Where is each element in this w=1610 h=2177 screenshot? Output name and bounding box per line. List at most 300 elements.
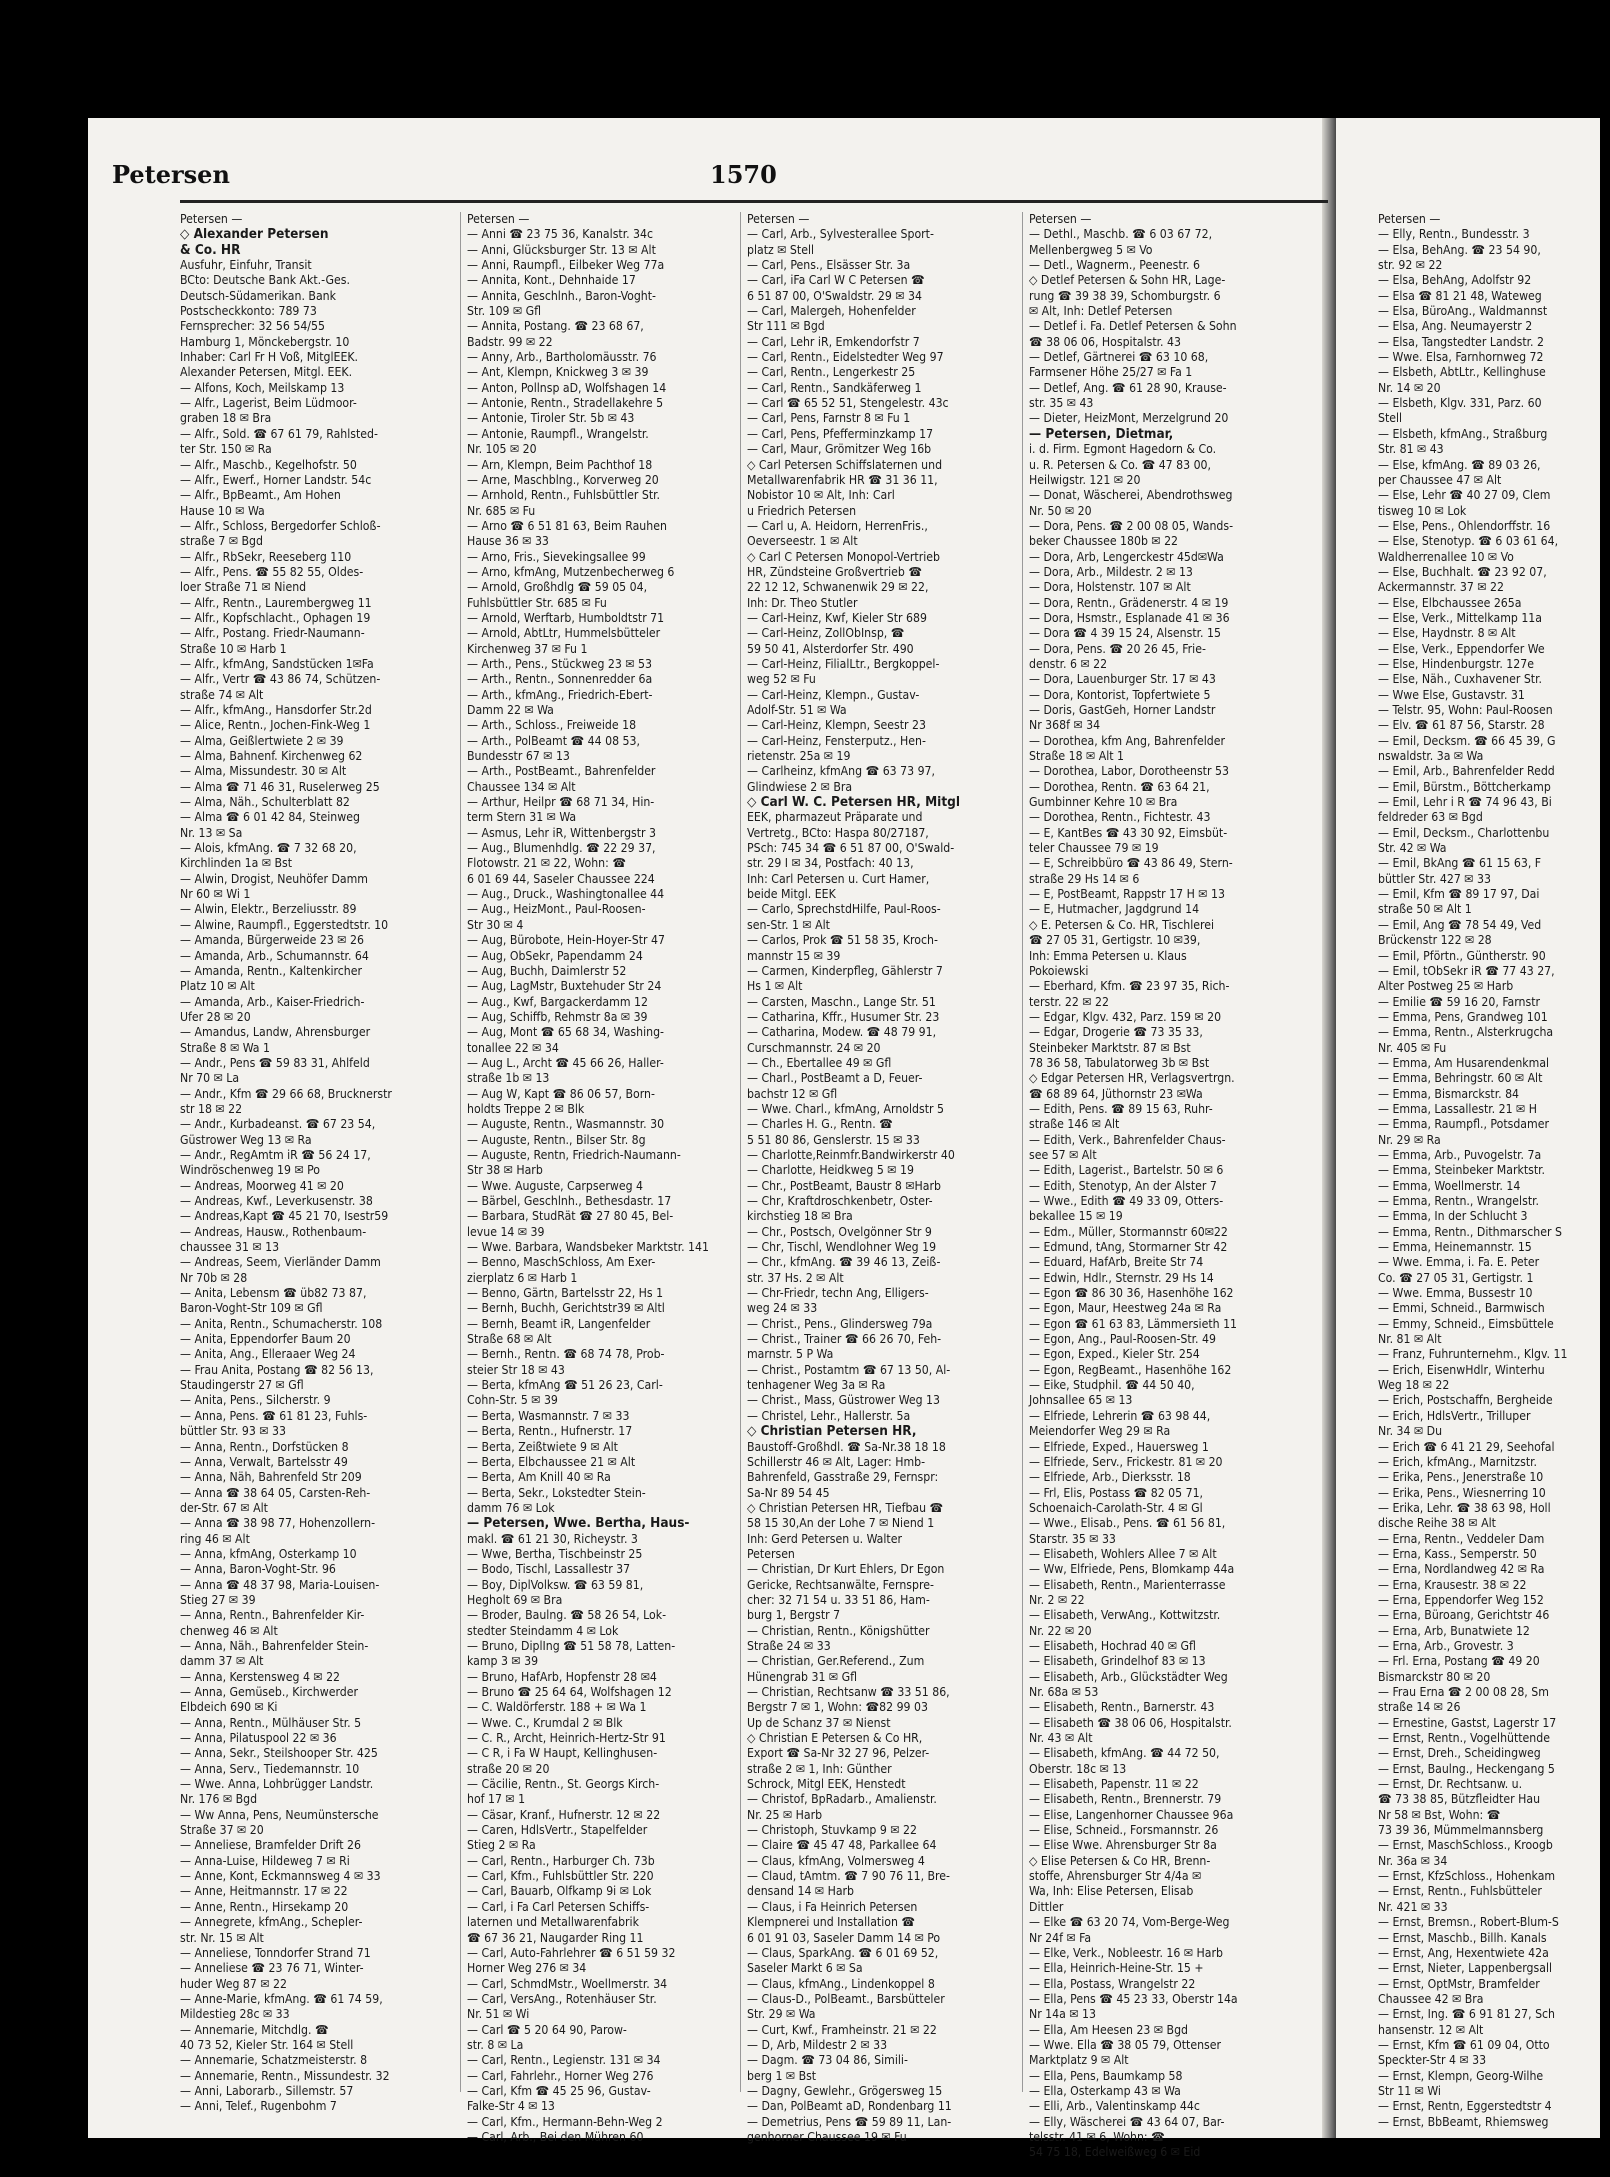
directory-entry: Inh: Gerd Petersen u. Walter (747, 1531, 902, 1546)
directory-entry: str. Nr. 15 ✉ Alt (180, 1930, 264, 1945)
directory-entry: feldreder 63 ✉ Bgd (1378, 810, 1483, 825)
directory-entry: steier Str 18 ✉ 43 (467, 1362, 565, 1377)
directory-entry: — Anne-Marie, kfmAng. ☎ 61 74 59, (180, 1991, 383, 2006)
directory-entry: — Carl, Rentn., Harburger Ch. 73b (467, 1853, 655, 1868)
directory-entry: — Asmus, Lehr iR, Wittenbergstr 3 (467, 825, 657, 840)
directory-entry: — Edwin, Hdlr., Sternstr. 29 Hs 14 (1029, 1270, 1214, 1285)
directory-entry: — Elisabeth, kfmAng. ☎ 44 72 50, (1029, 1746, 1220, 1761)
directory-entry: Bundesstr 67 ✉ 13 (467, 749, 570, 764)
directory-entry: — Emil, Bürstm., Böttcherkamp (1378, 779, 1551, 794)
directory-entry: — Antonie, Raumpfl., Wrangelstr. (467, 426, 649, 441)
directory-entry: — Erika, Lehr. ☎ 38 63 98, Holl (1378, 1500, 1551, 1515)
directory-entry: — Amanda, Arb., Kaiser-Friedrich- (180, 994, 365, 1009)
directory-entry: — Carl, Rentn., Sandkäferweg 1 (747, 380, 922, 395)
directory-entry: 54 75 18, Edelweißweg 6 ✉ Eid (1029, 2145, 1201, 2160)
directory-entry: — Ernst, OptMstr, Bramfelder (1378, 1976, 1540, 1991)
directory-entry: — Andr., Kurbadeanst. ☎ 67 23 54, (180, 1117, 376, 1132)
directory-entry: Alter Postweg 25 ✉ Harb (1378, 979, 1514, 994)
directory-entry: Nr. 81 ✉ Alt (1378, 1332, 1442, 1347)
directory-entry: Güstrower Weg 13 ✉ Ra (180, 1132, 312, 1147)
directory-entry: Nr 60 ✉ Wi 1 (180, 887, 251, 902)
directory-entry: — Alfr., Schloss, Bergedorfer Schloß- (180, 518, 381, 533)
directory-entry: — Chr, Tischl, Wendlohner Weg 19 (747, 1240, 937, 1255)
directory-entry: — Edith, Verk., Bahrenfelder Chaus- (1029, 1132, 1226, 1147)
directory-entry: — Claud, tAmtm. ☎ 7 90 76 11, Bre- (747, 1869, 950, 1884)
directory-entry: Johnsallee 65 ✉ 13 (1029, 1393, 1133, 1408)
directory-entry: — Bernh, Buchh, Gerichtstr39 ✉ Altl (467, 1301, 665, 1316)
directory-entry: — Elisabeth, VerwAng., Kottwitzstr. (1029, 1608, 1221, 1623)
directory-entry: nswaldstr. 3a ✉ Wa (1378, 749, 1484, 764)
directory-entry: — Edmund, tAng, Stormarner Str 42 (1029, 1240, 1228, 1255)
directory-entry: per Chaussee 47 ✉ Alt (1378, 472, 1502, 487)
directory-entry: Badstr. 99 ✉ 22 (467, 334, 553, 349)
directory-entry: Speckter-Str 4 ✉ 33 (1378, 2053, 1487, 2068)
directory-entry: — Emil, Lehr i R ☎ 74 96 43, Bi (1378, 795, 1552, 810)
directory-entry: der-Str. 67 ✉ Alt (180, 1500, 268, 1515)
directory-entry: — Arno, Fris., Sievekingsallee 99 (467, 549, 646, 564)
directory-entry: — Amandus, Landw, Ahrensburger (180, 1025, 371, 1040)
directory-entry: — Anneliese ☎ 23 76 71, Winter- (180, 1961, 364, 1976)
directory-entry: — Emil, Ang ☎ 78 54 49, Ved (1378, 917, 1542, 932)
directory-entry: — Christ., Trainer ☎ 66 26 70, Feh- (747, 1332, 942, 1347)
directory-entry: — Carsten, Maschn., Lange Str. 51 (747, 994, 936, 1009)
directory-entry: ◇ Christian Petersen HR, Tiefbau ☎ (747, 1500, 944, 1515)
directory-entry: — Arth., Pens., Stückweg 23 ✉ 53 (467, 656, 652, 671)
directory-entry: — Carl-Heinz, Klempn., Gustav- (747, 687, 920, 702)
directory-entry: — Elsa, BehAng, Adolfstr 92 (1378, 273, 1532, 288)
directory-entry: — Dora, Holstenstr. 107 ✉ Alt (1029, 580, 1191, 595)
directory-entry: — E, Hutmacher, Jagdgrund 14 (1029, 902, 1200, 917)
directory-entry: — Elly, Rentn., Bundesstr. 3 (1378, 227, 1530, 242)
directory-entry: — Arnold, Werftarb, Humboldtstr 71 (467, 610, 665, 625)
directory-entry: Nr. 685 ✉ Fu (467, 503, 536, 518)
directory-entry: — Aug., Kwf, Bargackerdamm 12 (467, 994, 648, 1009)
directory-entry: hof 17 ✉ 1 (467, 1792, 526, 1807)
directory-entry: Marktplatz 9 ✉ Alt (1029, 2053, 1129, 2068)
directory-entry: str. 92 ✉ 22 (1378, 258, 1443, 273)
directory-entry: — Alfr., Rentn., Laurembergweg 11 (180, 595, 372, 610)
directory-entry: — Carl-Heinz, ZollObInsp, ☎ (747, 626, 905, 641)
directory-entry: tisweg 10 ✉ Lok (1378, 503, 1467, 518)
directory-entry: — Dethl., Maschb. ☎ 6 03 67 72, (1029, 227, 1213, 242)
directory-entry: — Emil, BkAng ☎ 61 15 63, F (1378, 856, 1542, 871)
directory-entry: — Ernst, Maschb., Billh. Kanals (1378, 1930, 1547, 1945)
directory-entry: — Carl, Kfm ☎ 45 25 96, Gustav- (467, 2083, 651, 2098)
directory-entry: — Emilie ☎ 59 16 20, Farnstr (1378, 994, 1541, 1009)
directory-entry: Schillerstr 46 ✉ Alt, Lager: Hmb- (747, 1454, 926, 1469)
directory-entry: Nr. 421 ✉ 33 (1378, 1899, 1448, 1914)
directory-entry: — Elisabeth, Wohlers Allee 7 ✉ Alt (1029, 1546, 1217, 1561)
directory-entry: — Arnold, AbtLtr, Hummelsbütteler (467, 626, 661, 641)
directory-entry: Fuhlsbüttler Str. 685 ✉ Fu (467, 595, 607, 610)
directory-entry: — Detlef i. Fa. Detlef Petersen & Sohn (1029, 319, 1237, 334)
directory-entry: — Arth., PolBeamt ☎ 44 08 53, (467, 733, 640, 748)
directory-entry: Hegholt 69 ✉ Bra (467, 1592, 563, 1607)
directory-entry: Inh: Dr. Theo Stutler (747, 595, 858, 610)
directory-entry: — Ernst, Ang, Hexentwiete 42a (1378, 1945, 1549, 1960)
directory-entry: Nr. 43 ✉ Alt (1029, 1731, 1093, 1746)
directory-entry: — Carl-Heinz, FilialLtr., Bergkoppel- (747, 656, 940, 671)
directory-entry: — Anton, Pollnsp aD, Wolfshagen 14 (467, 380, 667, 395)
directory-entry: — Anna, Gemüseb., Kirchwerder (180, 1685, 358, 1699)
directory-entry: HR, Zündsteine Großvertrieb ☎ (747, 564, 922, 579)
directory-entry: Baustoff-Großhdl. ☎ Sa-Nr.38 18 18 (747, 1439, 946, 1454)
directory-entry: Hause 10 ✉ Wa (180, 503, 265, 518)
directory-entry: — Dora, Arb, Lengerckestr 45d✉Wa (1029, 549, 1224, 564)
directory-entry: bachstr 12 ✉ Gfl (747, 1086, 838, 1101)
directory-entry: Nr. 50 ✉ 20 (1029, 503, 1092, 518)
directory-entry: — Alois, kfmAng. ☎ 7 32 68 20, (180, 841, 357, 856)
directory-entry: ◇ E. Petersen & Co. HR, Tischlerei (1029, 917, 1215, 932)
directory-entry: dische Reihe 38 ✉ Alt (1378, 1516, 1496, 1531)
directory-entry: — Arne, Maschblng., Korverweg 20 (467, 472, 659, 487)
directory-entry: Deutsch-Südamerikan. Bank (180, 288, 336, 303)
directory-entry: — Elke ☎ 63 20 74, Vom-Berge-Weg (1029, 1915, 1230, 1930)
directory-entry: ☎ 67 36 21, Naugarder Ring 11 (467, 1930, 644, 1945)
directory-entry: — Andreas, Moorweg 41 ✉ 20 (180, 1178, 344, 1193)
directory-entry: Bergstr 7 ✉ 1, Wohn: ☎82 99 03 (747, 1700, 928, 1715)
directory-entry: BCto: Deutsche Bank Akt.-Ges. (180, 273, 351, 288)
directory-entry: — Eduard, HafArb, Breite Str 74 (1029, 1255, 1204, 1270)
directory-entry: Starstr. 35 ✉ 33 (1029, 1531, 1116, 1546)
directory-entry: — Christof, BpRadarb., Amalienstr. (747, 1792, 937, 1807)
directory-entry: — Anita, Rentn., Schumacherstr. 108 (180, 1316, 383, 1331)
directory-entry: Ausfuhr, Einfuhr, Transit (180, 258, 312, 273)
directory-entry: — Annegrete, kfmAng., Schepler- (180, 1915, 363, 1930)
directory-entry: — Annita, Kont., Dehnhaide 17 (467, 273, 636, 288)
directory-entry: straße 74 ✉ Alt (180, 687, 264, 702)
directory-entry: u. R. Petersen & Co. ☎ 47 83 00, (1029, 457, 1212, 472)
directory-entry: — Auguste, Rentn., Wasmannstr. 30 (467, 1117, 665, 1132)
directory-entry: — Detlef, Ang. ☎ 61 28 90, Krause- (1029, 380, 1227, 395)
page-header (112, 160, 1328, 200)
directory-entry: 58 15 30,An der Lohe 7 ✉ Niend 1 (747, 1516, 935, 1531)
directory-entry: Nr. 176 ✉ Bgd (180, 1792, 258, 1807)
directory-entry: — Carl, Malergeh, Hohenfelder (747, 304, 916, 319)
directory-entry: — C R, i Fa W Haupt, Kellinghusen- (467, 1746, 658, 1761)
directory-entry: Mellenbergweg 5 ✉ Vo (1029, 242, 1153, 257)
directory-entry: ☎ 68 89 64, Jüthornstr 23 ✉Wa (1029, 1086, 1203, 1101)
directory-entry: — Anni, Glücksburger Str. 13 ✉ Alt (467, 242, 656, 257)
directory-entry: — Anna, Pilatuspool 22 ✉ 36 (180, 1731, 337, 1746)
directory-entry: — Anna, Serv., Tiedemannstr. 10 (180, 1761, 360, 1776)
directory-entry: — Donat, Wäscherei, Abendrothsweg (1029, 488, 1233, 503)
directory-entry: Falke-Str 4 ✉ 13 (467, 2099, 555, 2114)
directory-entry: — Detlef, Gärtnerei ☎ 63 10 68, (1029, 350, 1209, 365)
directory-entry: — Ernst, MaschSchloss., Kroogb (1378, 1838, 1553, 1853)
directory-entry: see 57 ✉ Alt (1029, 1147, 1097, 1162)
directory-entry: densand 14 ✉ Harb (747, 1884, 855, 1899)
directory-entry: straße 146 ✉ Alt (1029, 1117, 1120, 1132)
directory-entry: — Anna, Rentn., Dorfstücken 8 (180, 1439, 349, 1454)
directory-entry: — Bernh., Rentn. ☎ 68 74 78, Prob- (467, 1347, 665, 1362)
directory-entry: — Carl, Pens., Elsässer Str. 3a (747, 258, 911, 273)
directory-entry: — Claus, kfmAng., Lindenkoppel 8 (747, 1976, 935, 1991)
directory-entry: — Claus, SparkAng. ☎ 6 01 69 52, (747, 1945, 939, 1960)
directory-entry: Schrock, Mitgl EEK, Henstedt (747, 1777, 906, 1792)
directory-entry: — Chr., Postsch, Ovelgönner Str 9 (747, 1224, 932, 1239)
directory-entry: — Charlotte, Heidkweg 5 ✉ 19 (747, 1163, 914, 1178)
directory-entry: — E, Schreibbüro ☎ 43 86 49, Stern- (1029, 856, 1233, 871)
directory-column-3 (740, 212, 1021, 2144)
directory-entry: Oberstr. 18c ✉ 13 (1029, 1761, 1127, 1776)
directory-entry: — Aug., HeizMont., Paul-Roosen- (467, 902, 646, 917)
directory-entry: — Carl, Kfm., Hermann-Behn-Weg 2 (467, 2114, 663, 2129)
directory-entry: — Erna, Arb., Grovestr. 3 (1378, 1638, 1514, 1653)
directory-entry: — Dagm. ☎ 73 04 86, Simili- (747, 2053, 908, 2068)
directory-entry: — Anna, Näh, Bahrenfeld Str 209 (180, 1470, 362, 1485)
directory-entry: — Elfriede, Arb., Dierksstr. 18 (1029, 1470, 1191, 1485)
directory-entry: — Claus-D., PolBeamt., Barsbütteler (747, 1991, 945, 2006)
directory-entry: — Ernestine, Gastst, Lagerstr 17 (1378, 1715, 1557, 1730)
directory-entry: — Bruno, HafArb, Hopfenstr 28 ✉4 (467, 1669, 657, 1684)
directory-entry: — Annita, Postang. ☎ 23 68 67, (467, 319, 644, 334)
directory-entry: — Emma, Raumpfl., Potsdamer (1378, 1117, 1549, 1132)
directory-entry: Straße 8 ✉ Wa 1 (180, 1040, 270, 1055)
directory-entry: ◇ Elise Petersen & Co HR, Brenn- (1029, 1853, 1211, 1868)
directory-entry: — Ernst, Ing. ☎ 6 91 81 27, Sch (1378, 2007, 1556, 2022)
directory-entry: 6 01 69 44, Saseler Chaussee 224 (467, 871, 655, 886)
directory-entry: — Bruno, DiplIng ☎ 51 58 78, Latten- (467, 1638, 676, 1653)
directory-entry: Vertretg., BCto: Haspa 80/27187, (747, 825, 929, 840)
directory-entry: — Ernst, Klempn, Georg-Wilhe (1378, 2068, 1544, 2083)
directory-entry: 59 50 41, Alsterdorfer Str. 490 (747, 641, 914, 656)
directory-entry: — Wwe. Elsa, Farnhornweg 72 (1378, 350, 1544, 365)
directory-entry: — Christian, Ger.Referend., Zum (747, 1654, 925, 1669)
directory-entry: rung ☎ 39 38 39, Schomburgstr. 6 (1029, 288, 1221, 303)
directory-entry: — Else, Haydnstr. 8 ✉ Alt (1378, 626, 1516, 641)
directory-entry: Flotowstr. 21 ✉ 22, Wohn: ☎ (467, 856, 626, 871)
directory-entry: — Emma, Am Husarendenkmal (1378, 1055, 1550, 1070)
directory-entry: Bahrenfeld, Gasstraße 29, Fernspr: (747, 1470, 939, 1485)
directory-entry: — Berta, Rentn., Hufnerstr. 17 (467, 1424, 633, 1439)
directory-entry: — Elsa ☎ 81 21 48, Wateweg (1378, 288, 1542, 303)
directory-entry: — Erna, Büroang, Gerichtstr 46 (1378, 1608, 1550, 1623)
directory-entry: damm 76 ✉ Lok (467, 1500, 555, 1515)
directory-entry: — Cäcilie, Rentn., St. Georgs Kirch- (467, 1777, 660, 1792)
directory-entry: Baron-Voght-Str 109 ✉ Gfl (180, 1301, 323, 1316)
directory-entry: ◇ Carl W. C. Petersen HR, Mitgl (747, 794, 960, 811)
directory-entry: weg 24 ✉ 33 (747, 1301, 818, 1316)
directory-entry: — Anna ☎ 38 98 77, Hohenzollern- (180, 1516, 376, 1531)
directory-entry: str. 35 ✉ 43 (1029, 396, 1094, 411)
directory-entry: — Emil, Pförtn., Güntherstr. 90 (1378, 948, 1546, 963)
directory-entry: Str. 29 ✉ Wa (747, 2007, 816, 2022)
directory-entry: — Alfr., kfmAng, Sandstücken 1✉Fa (180, 656, 374, 671)
directory-entry: straße 50 ✉ Alt 1 (1378, 902, 1472, 917)
directory-entry: Windröschenweg 19 ✉ Po (180, 1163, 321, 1178)
directory-entry: — Aug, Mont ☎ 65 68 34, Washing- (467, 1025, 664, 1040)
directory-entry: — Edgar, Drogerie ☎ 73 35 33, (1029, 1025, 1203, 1040)
directory-entry: ☎ 73 38 85, Bützfleidter Hau (1378, 1792, 1541, 1807)
directory-entry: Elbdeich 690 ✉ Ki (180, 1700, 278, 1715)
directory-entry: — Anni, Raumpfl., Eilbeker Weg 77a (467, 258, 665, 273)
directory-entry: — Emmy, Schneid., Eimsbüttele (1378, 1316, 1554, 1331)
directory-entry: Fernsprecher: 32 56 54/55 (180, 319, 325, 334)
directory-entry: Inh: Carl Petersen u. Curt Hamer, (747, 871, 930, 886)
directory-entry: — Christ., Postamtm ☎ 67 13 50, Al- (747, 1362, 951, 1377)
directory-entry: EEK, pharmazeut Präparate und (747, 810, 923, 825)
directory-entry: — Ella, Pens ☎ 45 23 33, Oberstr 14a (1029, 1991, 1238, 2006)
directory-entry: — Egon, RegBeamt., Hasenhöhe 162 (1029, 1362, 1232, 1377)
directory-entry: str 18 ✉ 22 (180, 1101, 243, 1116)
directory-entry: — Carl, Pens, Pfefferminzkamp 17 (747, 426, 934, 441)
directory-entry: Stell (1378, 411, 1403, 426)
column-head: Petersen — (1029, 212, 1092, 226)
directory-entry: Petersen (747, 1546, 795, 1561)
directory-entry: Nr. 29 ✉ Ra (1378, 1132, 1441, 1147)
directory-entry: str. 8 ✉ La (467, 2037, 524, 2052)
directory-entry: — Frau Anita, Postang ☎ 82 56 13, (180, 1362, 374, 1377)
directory-entry: — Ch., Ebertallee 49 ✉ Gfl (747, 1055, 892, 1070)
directory-entry: 5 51 80 86, Genslerstr. 15 ✉ 33 (747, 1132, 920, 1147)
directory-entry: — Aug., Druck., Washingtonallee 44 (467, 887, 665, 902)
directory-entry: — Erich, HdlsVertr., Trilluper (1378, 1408, 1531, 1423)
directory-entry: — Elfriede, Serv., Frickestr. 81 ✉ 20 (1029, 1454, 1223, 1469)
directory-entry: — Anne, Rentn., Hirsekamp 20 (180, 1899, 349, 1914)
directory-entry: — Carmen, Kinderpfleg, Gählerstr 7 (747, 963, 943, 978)
directory-entry: — Elsa, BüroAng., Waldmannst (1378, 304, 1548, 319)
directory-entry: — Annemarie, Mitchdlg. ☎ (180, 2022, 329, 2037)
directory-entry: — Wwe., Edith ☎ 49 33 09, Otters- (1029, 1194, 1224, 1208)
directory-entry: Postscheckkonto: 789 73 (180, 304, 317, 319)
directory-entry: Hamburg 1, Mönckebergstr. 10 (180, 334, 350, 349)
directory-entry: Farmsener Höhe 25/27 ✉ Fa 1 (1029, 365, 1193, 380)
directory-entry: — E, KantBes ☎ 43 30 92, Eimsbüt- (1029, 825, 1228, 840)
directory-entry: — Caren, HdlsVertr., Stapelfelder (467, 1823, 648, 1838)
directory-entry: denstr. 6 ✉ 22 (1029, 656, 1108, 671)
directory-entry: — Alfr., Sold. ☎ 67 61 79, Rahlsted- (180, 426, 378, 441)
directory-entry: — Else, Lehr ☎ 40 27 09, Clem (1378, 488, 1551, 503)
directory-entry: — Barbara, StudRät ☎ 27 80 45, Bel- (467, 1209, 674, 1224)
directory-entry: — Alfr., Vertr ☎ 43 86 74, Schützen- (180, 672, 381, 687)
directory-entry: Stieg 27 ✉ 39 (180, 1592, 256, 1607)
directory-entry: damm 37 ✉ Alt (180, 1654, 264, 1669)
directory-entry: Nobistor 10 ✉ Alt, Inh: Carl (747, 488, 895, 503)
directory-entry: Up de Schanz 37 ✉ Nienst (747, 1715, 891, 1730)
directory-entry: — Arn, Klempn, Beim Pachthof 18 (467, 457, 653, 472)
directory-entry: — Ernst, Kfm ☎ 61 09 04, Otto (1378, 2037, 1550, 2052)
directory-entry: — Anneliese, Tonndorfer Strand 71 (180, 1945, 371, 1960)
directory-entry: — Dorothea, Rentn., Fichtestr. 43 (1029, 810, 1211, 825)
directory-entry: Pokoiewski (1029, 963, 1089, 978)
directory-entry: — Dora, Lauenburger Str. 17 ✉ 43 (1029, 672, 1216, 687)
directory-entry: — Carl, iFa Carl W C Petersen ☎ (747, 273, 925, 288)
directory-entry: — Aug W, Kapt ☎ 86 06 57, Born- (467, 1086, 655, 1101)
directory-entry: — Erich, kfmAng., Marnitzstr. (1378, 1454, 1538, 1469)
directory-entry: Staudingerstr 27 ✉ Gfl (180, 1378, 304, 1393)
directory-entry: — Alfr., BpBeamt., Am Hohen (180, 488, 341, 503)
directory-entry: Meiendorfer Weg 29 ✉ Ra (1029, 1424, 1171, 1439)
directory-entry: term Stern 31 ✉ Wa (467, 810, 577, 825)
directory-entry: — Elisabeth ☎ 38 06 06, Hospitalstr. (1029, 1715, 1232, 1730)
directory-entry: levue 14 ✉ 39 (467, 1224, 545, 1239)
directory-entry: platz ✉ Stell (747, 242, 815, 257)
directory-entry: — Wwe, Bertha, Tischbeinstr 25 (467, 1546, 643, 1561)
directory-entry: — Elisabeth, Papenstr. 11 ✉ 22 (1029, 1777, 1199, 1792)
directory-entry: Hause 36 ✉ 33 (467, 534, 549, 549)
directory-entry: — Carl u, A. Heidorn, HerrenFris., (747, 518, 928, 533)
directory-entry: — Arnold, Großhdlg ☎ 59 05 04, (467, 580, 648, 595)
directory-entry: — Alma, Bahnenf. Kirchenweg 62 (180, 749, 363, 764)
directory-entry: — Elise, Schneid., Forsmannstr. 26 (1029, 1823, 1219, 1838)
directory-column-1 (180, 212, 454, 2114)
directory-entry: — Berta, Sekr., Lokstedter Stein- (467, 1485, 646, 1500)
directory-entry: Gumbinner Kehre 10 ✉ Bra (1029, 795, 1178, 810)
directory-entry: — Alma, Näh., Schulterblatt 82 (180, 795, 350, 810)
directory-entry: huder Weg 87 ✉ 22 (180, 1976, 287, 1991)
directory-entry: beker Chaussee 180b ✉ 22 (1029, 534, 1179, 549)
directory-entry: — Petersen, Dietmar, (1029, 425, 1174, 442)
directory-entry: — Dagny, Gewlehr., Grögersweg 15 (747, 2083, 943, 2098)
directory-entry: — Dorothea, Rentn. ☎ 63 64 21, (1029, 779, 1210, 794)
directory-entry: Wa, Inh: Elise Petersen, Elisab (1029, 1884, 1194, 1899)
directory-entry: — Berta, Elbchaussee 21 ✉ Alt (467, 1454, 636, 1469)
directory-entry: Sa-Nr 89 54 45 (747, 1485, 830, 1500)
directory-entry: 40 73 52, Kieler Str. 164 ✉ Stell (180, 2037, 354, 2052)
header-rule (180, 200, 1328, 203)
directory-entry: Bismarckstr 80 ✉ 20 (1378, 1669, 1491, 1684)
directory-entry: — Egon, Maur, Heestweg 24a ✉ Ra (1029, 1301, 1222, 1316)
directory-entry: — Ernst, Rentn., Fuhlsbütteler (1378, 1884, 1542, 1899)
directory-entry: — Dora ☎ 4 39 15 24, Alsenstr. 15 (1029, 626, 1221, 641)
directory-entry: — Egon ☎ 61 63 83, Lämmersieth 11 (1029, 1316, 1238, 1331)
directory-entry: — Emma, Behringstr. 60 ✉ Alt (1378, 1071, 1543, 1086)
directory-entry: tonallee 22 ✉ 34 (467, 1040, 559, 1055)
directory-entry: — Wwe. Emma, Bussestr 10 (1378, 1286, 1533, 1301)
directory-entry: telsstr. 41 ✉ 6, Wohn: ☎ (1029, 2129, 1165, 2144)
directory-entry: — Anna, Baron-Voght-Str. 96 (180, 1562, 336, 1577)
directory-entry: — Franz, Fuhrunternehm., Klgv. 11 (1378, 1347, 1568, 1362)
directory-entry: — Elv. ☎ 61 87 56, Starstr. 28 (1378, 718, 1545, 733)
directory-entry: — Andreas,Kapt ☎ 45 21 70, Isestr59 (180, 1209, 389, 1224)
directory-entry: ◇ Carl Petersen Schiffslaternen und (747, 457, 943, 472)
directory-entry: — Elisabeth, Rentn., Marienterrasse (1029, 1577, 1226, 1592)
directory-entry: — Alfr., Lagerist, Beim Lüdmoor- (180, 396, 357, 411)
directory-entry: — Ella, Osterkamp 43 ✉ Wa (1029, 2083, 1181, 2098)
directory-entry: — Alfr., Kopfschlacht., Ophagen 19 (180, 610, 371, 625)
directory-entry: — Anni ☎ 23 75 36, Kanalstr. 34c (467, 227, 654, 242)
directory-entry: Inh: Emma Petersen u. Klaus (1029, 948, 1187, 963)
directory-entry: weg 52 ✉ Fu (747, 672, 816, 687)
directory-entry: — Christ., Mass, Güstrower Weg 13 (747, 1393, 941, 1408)
directory-entry: ☎ 38 06 06, Hospitalstr. 43 (1029, 334, 1181, 349)
directory-entry: — Egon, Exped., Kieler Str. 254 (1029, 1347, 1200, 1362)
directory-entry: — Berta, kfmAng ☎ 51 26 23, Carl- (467, 1378, 663, 1393)
directory-entry: Hs 1 ✉ Alt (747, 979, 803, 994)
running-head-surname: Petersen (112, 160, 230, 189)
directory-entry: — Detl., Wagnerm., Peenestr. 6 (1029, 258, 1200, 273)
directory-entry: — Christian, Rentn., Königshütter (747, 1623, 930, 1638)
directory-entry: — Emma, Steinbeker Marktstr. (1378, 1163, 1545, 1178)
directory-entry: — Egon ☎ 86 30 36, Hasenhöhe 162 (1029, 1286, 1234, 1301)
directory-entry: — Carl, Rentn., Lengerkestr 25 (747, 365, 916, 380)
directory-entry: — Anna ☎ 48 37 98, Maria-Louisen- (180, 1577, 380, 1592)
directory-entry: — Ernst, Nieter, Lappenbergsall (1378, 1961, 1553, 1976)
directory-entry: — Erika, Pens., Wiesnerring 10 (1378, 1485, 1546, 1500)
directory-entry: — Elisabeth, Grindelhof 83 ✉ 13 (1029, 1654, 1206, 1669)
directory-entry: — Carl, Rentn., Eidelstedter Weg 97 (747, 350, 944, 365)
directory-entry: Nr. 105 ✉ 20 (467, 442, 537, 457)
directory-entry: — Andreas, Seem, Vierländer Damm (180, 1255, 381, 1270)
directory-entry: — Edm., Müller, Stormannstr 60✉22 (1029, 1224, 1228, 1239)
directory-entry: — Alma, Geißlertwiete 2 ✉ 39 (180, 733, 344, 748)
directory-entry: ◇ Carl C Petersen Monopol-Vertrieb (747, 549, 940, 564)
directory-entry: — Frau Erna ☎ 2 00 08 28, Sm (1378, 1685, 1549, 1699)
directory-entry: — Chr., PostBeamt, Baustr 8 ✉Harb (747, 1178, 941, 1193)
directory-entry: — Eberhard, Kfm. ☎ 23 97 35, Rich- (1029, 979, 1230, 994)
directory-entry: — Auguste, Rentn, Friedrich-Naumann- (467, 1147, 681, 1162)
